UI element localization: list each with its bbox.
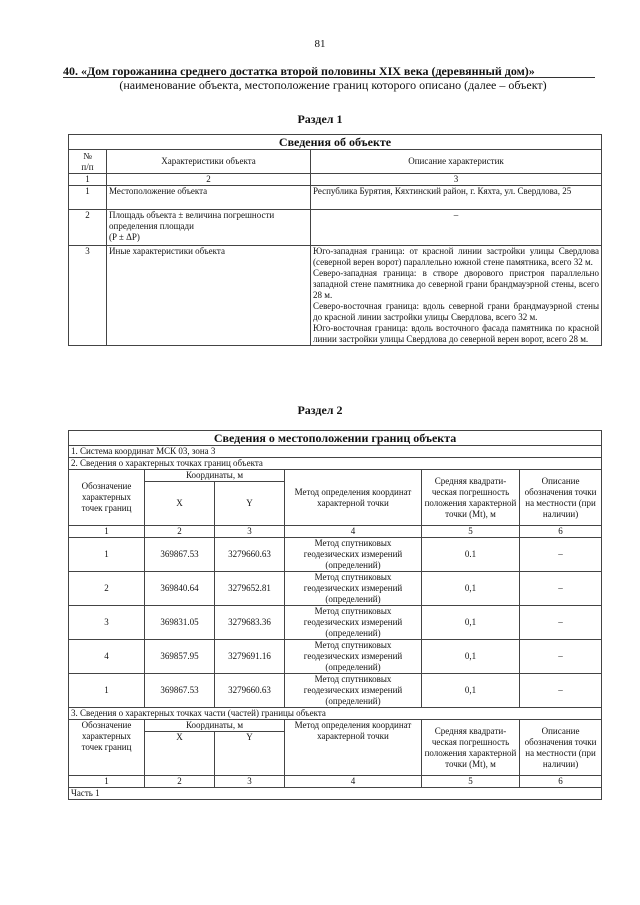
point-method: Метод спутниковых геодезических измерений (определений)	[285, 606, 422, 640]
row-characteristic: Площадь объекта ± величина погрешности определения площади (P ± ΔP)	[107, 210, 311, 246]
col-number: 1	[69, 174, 107, 186]
object-info-title: Сведения об объекте	[69, 135, 602, 150]
point-x: 369840.64	[145, 572, 215, 606]
point-id: 1	[69, 674, 145, 708]
section1-heading: Раздел 1	[297, 112, 343, 126]
row-description	[311, 246, 602, 346]
boundary-southeast: Юго-восточная граница: вдоль восточного фасада памятника по красной линии застройки улицы Свердлова до северной верен ворот, всего 28 м.	[313, 323, 600, 344]
coordinate-system: 1. Система координат МСК 03, зона 3	[69, 446, 602, 458]
col-header-number: № п/п	[69, 150, 107, 174]
col-header-desc: Описание обозначения точки на местности (при наличии)	[520, 720, 602, 776]
object-info-table	[68, 134, 602, 346]
point-accuracy: 0,1	[422, 572, 520, 606]
col-number: 2	[145, 526, 215, 538]
col-number: 3	[311, 174, 602, 186]
col-header-coords: Координаты, м	[145, 720, 285, 732]
point-description: –	[520, 640, 602, 674]
parts-section-label: 3. Сведения о характерных точках части (частей) границы объекта	[69, 708, 602, 720]
col-header-accuracy: Средняя квадрати-ческая погрешность положения характерной точки (Mt), м	[422, 470, 520, 526]
point-accuracy: 0.1	[422, 538, 520, 572]
page-number: 81	[314, 38, 326, 50]
point-id: 2	[69, 572, 145, 606]
col-number: 6	[520, 776, 602, 788]
col-header-method: Метод определения координат характерной точки	[285, 470, 422, 526]
col-number: 5	[422, 776, 520, 788]
points-section-label: 2. Сведения о характерных точках границ объекта	[69, 458, 602, 470]
point-method: Метод спутниковых геодезических измерений (определений)	[285, 640, 422, 674]
point-y: 3279691.16	[215, 640, 285, 674]
row-number: 1	[69, 186, 107, 210]
point-id: 3	[69, 606, 145, 640]
point-accuracy: 0,1	[422, 606, 520, 640]
col-header-x: X	[145, 482, 215, 526]
table-row	[69, 246, 602, 346]
col-number: 4	[285, 776, 422, 788]
col-header-coords: Координаты, м	[145, 470, 285, 482]
table-row	[69, 606, 602, 640]
col-number: 5	[422, 526, 520, 538]
table-row	[69, 186, 602, 210]
point-y: 3279660.63	[215, 674, 285, 708]
boundary-northeast: Северо-восточная граница: вдоль северной грани брандмауэрной стены до красной линии застройки улицы Свердлова, всего 32 м.	[313, 301, 600, 322]
row-characteristic: Иные характеристики объекта	[107, 246, 311, 346]
point-y: 3279683.36	[215, 606, 285, 640]
col-header-desc: Описание обозначения точки на местности (при наличии)	[520, 470, 602, 526]
object-title: 40. «Дом горожанина среднего достатка второй половины XIX века (деревянный дом)»	[63, 64, 535, 78]
point-accuracy: 0,1	[422, 640, 520, 674]
point-id: 1	[69, 538, 145, 572]
col-header-y: Y	[215, 732, 285, 776]
table-row	[69, 538, 602, 572]
point-description: –	[520, 674, 602, 708]
col-header-x: X	[145, 732, 215, 776]
point-x: 369867.53	[145, 538, 215, 572]
point-description: –	[520, 606, 602, 640]
point-method: Метод спутниковых геодезических измерений (определений)	[285, 538, 422, 572]
table-row	[69, 572, 602, 606]
point-method: Метод спутниковых геодезических измерений (определений)	[285, 674, 422, 708]
boundary-southwest: Юго-западная граница: от красной линии застройки улицы Свердлова (северной верен ворот) параллельно южной стене памятника, всего 32 м.	[313, 246, 600, 267]
boundary-table-title: Сведения о местоположении границ объекта	[69, 431, 602, 446]
table-row	[69, 640, 602, 674]
col-number: 3	[215, 776, 285, 788]
col-number: 4	[285, 526, 422, 538]
row-description: Республика Бурятия, Кяхтинский район, г. Кяхта, ул. Свердлова, 25	[311, 186, 602, 210]
point-description: –	[520, 572, 602, 606]
col-header-point: Обозначение характерных точек границ	[69, 720, 145, 776]
table-row	[69, 210, 602, 246]
col-header-accuracy: Средняя квадрати-ческая погрешность положения характерной точки (Mt), м	[422, 720, 520, 776]
col-header-method: Метод определения координат характерной точки	[285, 720, 422, 776]
point-y: 3279660.63	[215, 538, 285, 572]
table-row	[69, 674, 602, 708]
col-number: 1	[69, 526, 145, 538]
boundary-northwest: Северо-западная граница: в створе дворового пристроя параллельно западной стене памятника до северной грани брандмауэрной стены, всего 28 м.	[313, 268, 600, 300]
section2-heading: Раздел 2	[297, 403, 343, 417]
row-number: 2	[69, 210, 107, 246]
col-number: 2	[107, 174, 311, 186]
point-x: 369857.95	[145, 640, 215, 674]
col-header-description: Описание характеристик	[311, 150, 602, 174]
col-header-point: Обозначение характерных точек границ	[69, 470, 145, 526]
point-description: –	[520, 538, 602, 572]
col-number: 2	[145, 776, 215, 788]
col-header-characteristic: Характеристики объекта	[107, 150, 311, 174]
part-label: Часть 1	[69, 788, 602, 800]
point-y: 3279652.81	[215, 572, 285, 606]
point-x: 369867.53	[145, 674, 215, 708]
col-number: 3	[215, 526, 285, 538]
row-description: –	[311, 210, 602, 246]
point-method: Метод спутниковых геодезических измерений (определений)	[285, 572, 422, 606]
col-header-y: Y	[215, 482, 285, 526]
col-number: 6	[520, 526, 602, 538]
col-number: 1	[69, 776, 145, 788]
point-id: 4	[69, 640, 145, 674]
row-characteristic: Местоположение объекта	[107, 186, 311, 210]
point-x: 369831.05	[145, 606, 215, 640]
point-accuracy: 0,1	[422, 674, 520, 708]
object-subtitle: (наименование объекта, местоположение границ которого описано (далее – объект)	[119, 78, 547, 92]
row-number: 3	[69, 246, 107, 346]
boundary-points-table	[68, 430, 602, 800]
